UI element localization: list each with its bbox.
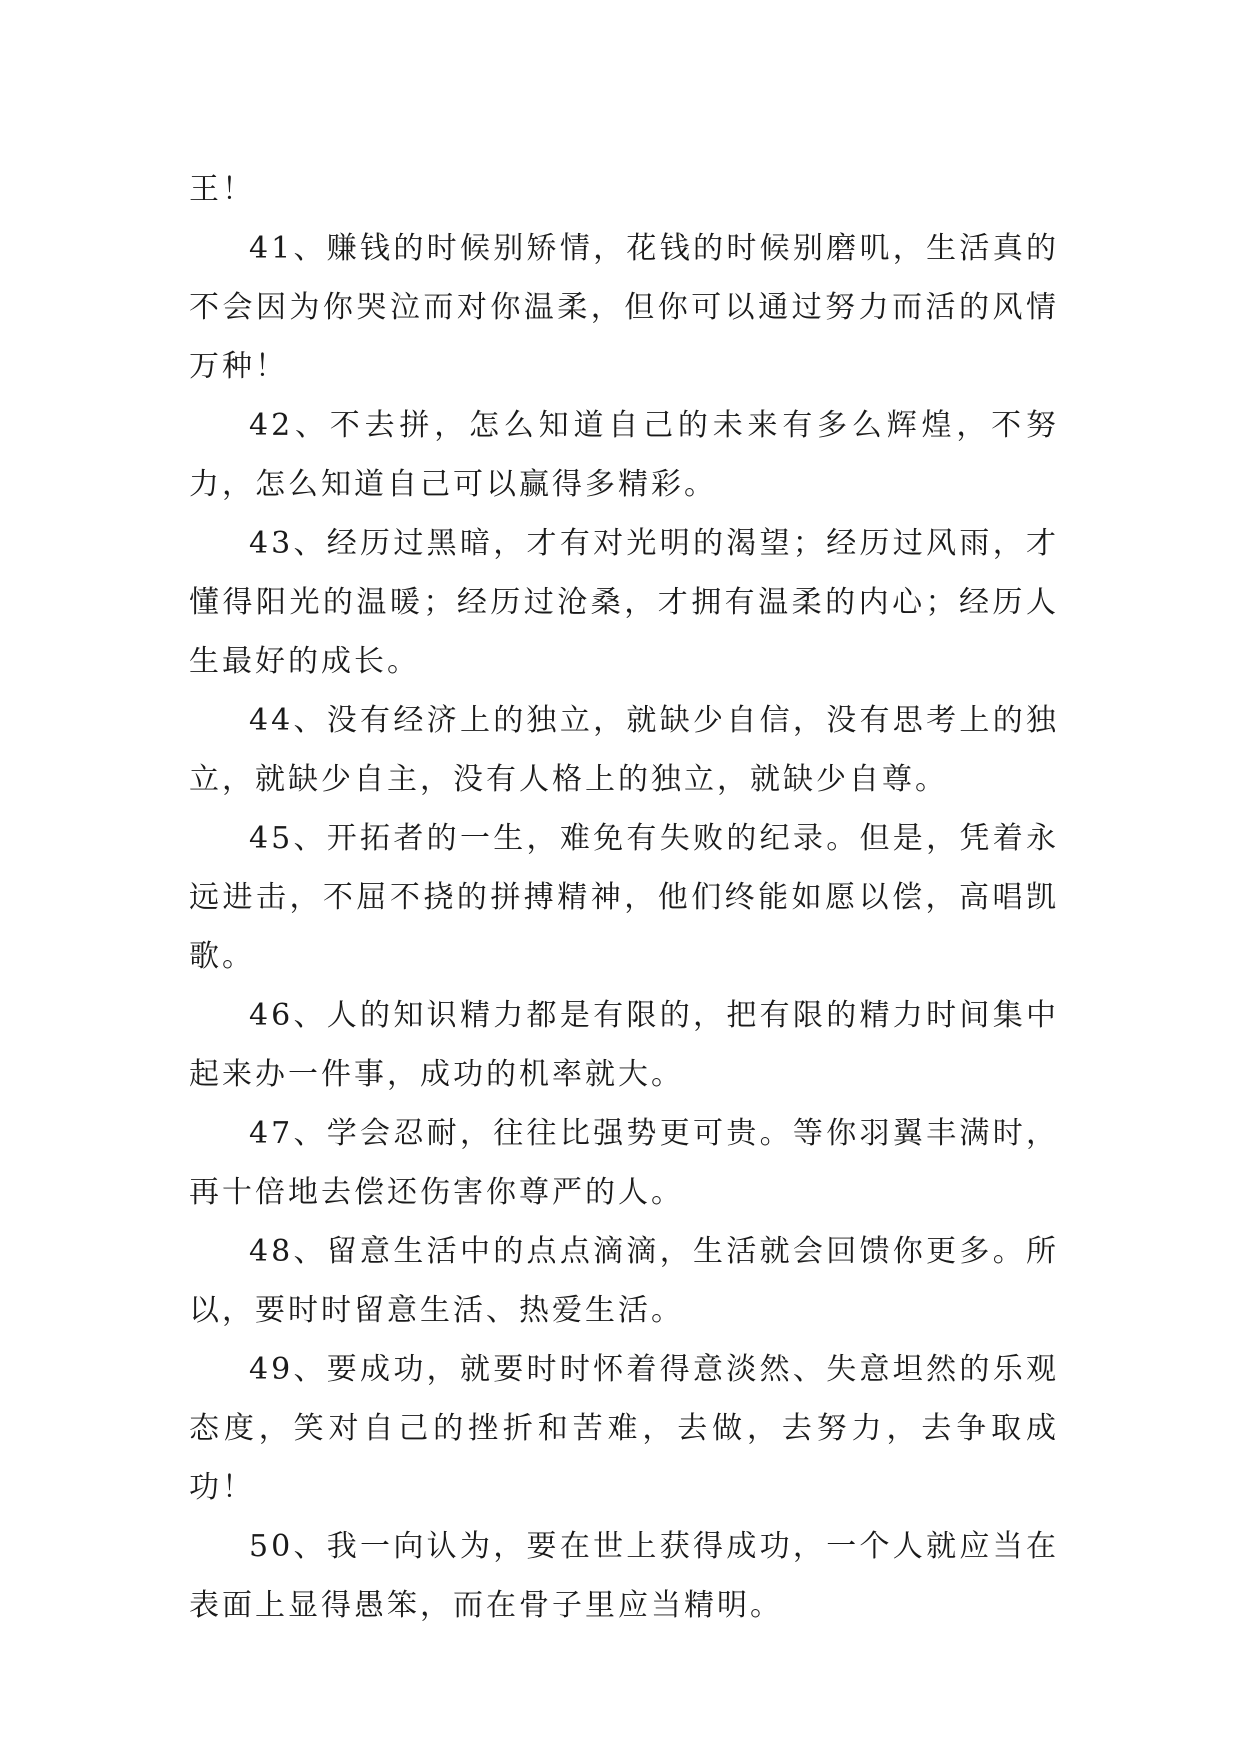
paragraph-46: 46、人的知识精力都是有限的，把有限的精力时间集中起来办一件事，成功的机率就大。 xyxy=(189,998,1059,1092)
paragraph-42: 42、不去拼，怎么知道自己的未来有多么辉煌，不努力，怎么知道自己可以赢得多精彩。 xyxy=(189,408,1059,502)
paragraph-43: 43、经历过黑暗，才有对光明的渴望；经历过风雨，才懂得阳光的温暖；经历过沧桑，才拥有温柔的内心；经历人生最好的成长。 xyxy=(189,526,1059,679)
paragraph-41: 41、赚钱的时候别矫情，花钱的时候别磨叽，生活真的不会因为你哭泣而对你温柔，但你可以通过努力而活的风情万种！ xyxy=(189,231,1059,384)
paragraph-47: 47、学会忍耐，往往比强势更可贵。等你羽翼丰满时，再十倍地去偿还伤害你尊严的人。 xyxy=(189,1116,1059,1210)
paragraph-49: 49、要成功，就要时时怀着得意淡然、失意坦然的乐观态度，笑对自己的挫折和苦难，去做，去努力，去争取成功！ xyxy=(189,1352,1059,1505)
document-body xyxy=(189,160,1059,1635)
paragraph-44: 44、没有经济上的独立，就缺少自信，没有思考上的独立，就缺少自主，没有人格上的独立，就缺少自尊。 xyxy=(189,703,1059,797)
paragraph-48: 48、留意生活中的点点滴滴，生活就会回馈你更多。所以，要时时留意生活、热爱生活。 xyxy=(189,1234,1059,1328)
paragraph-continuation: 王！ xyxy=(189,172,255,207)
paragraph-45: 45、开拓者的一生，难免有失败的纪录。但是，凭着永远进击，不屈不挠的拼搏精神，他们终能如愿以偿，高唱凯歌。 xyxy=(189,821,1059,974)
paragraph-50: 50、我一向认为，要在世上获得成功，一个人就应当在表面上显得愚笨，而在骨子里应当精明。 xyxy=(189,1529,1059,1623)
